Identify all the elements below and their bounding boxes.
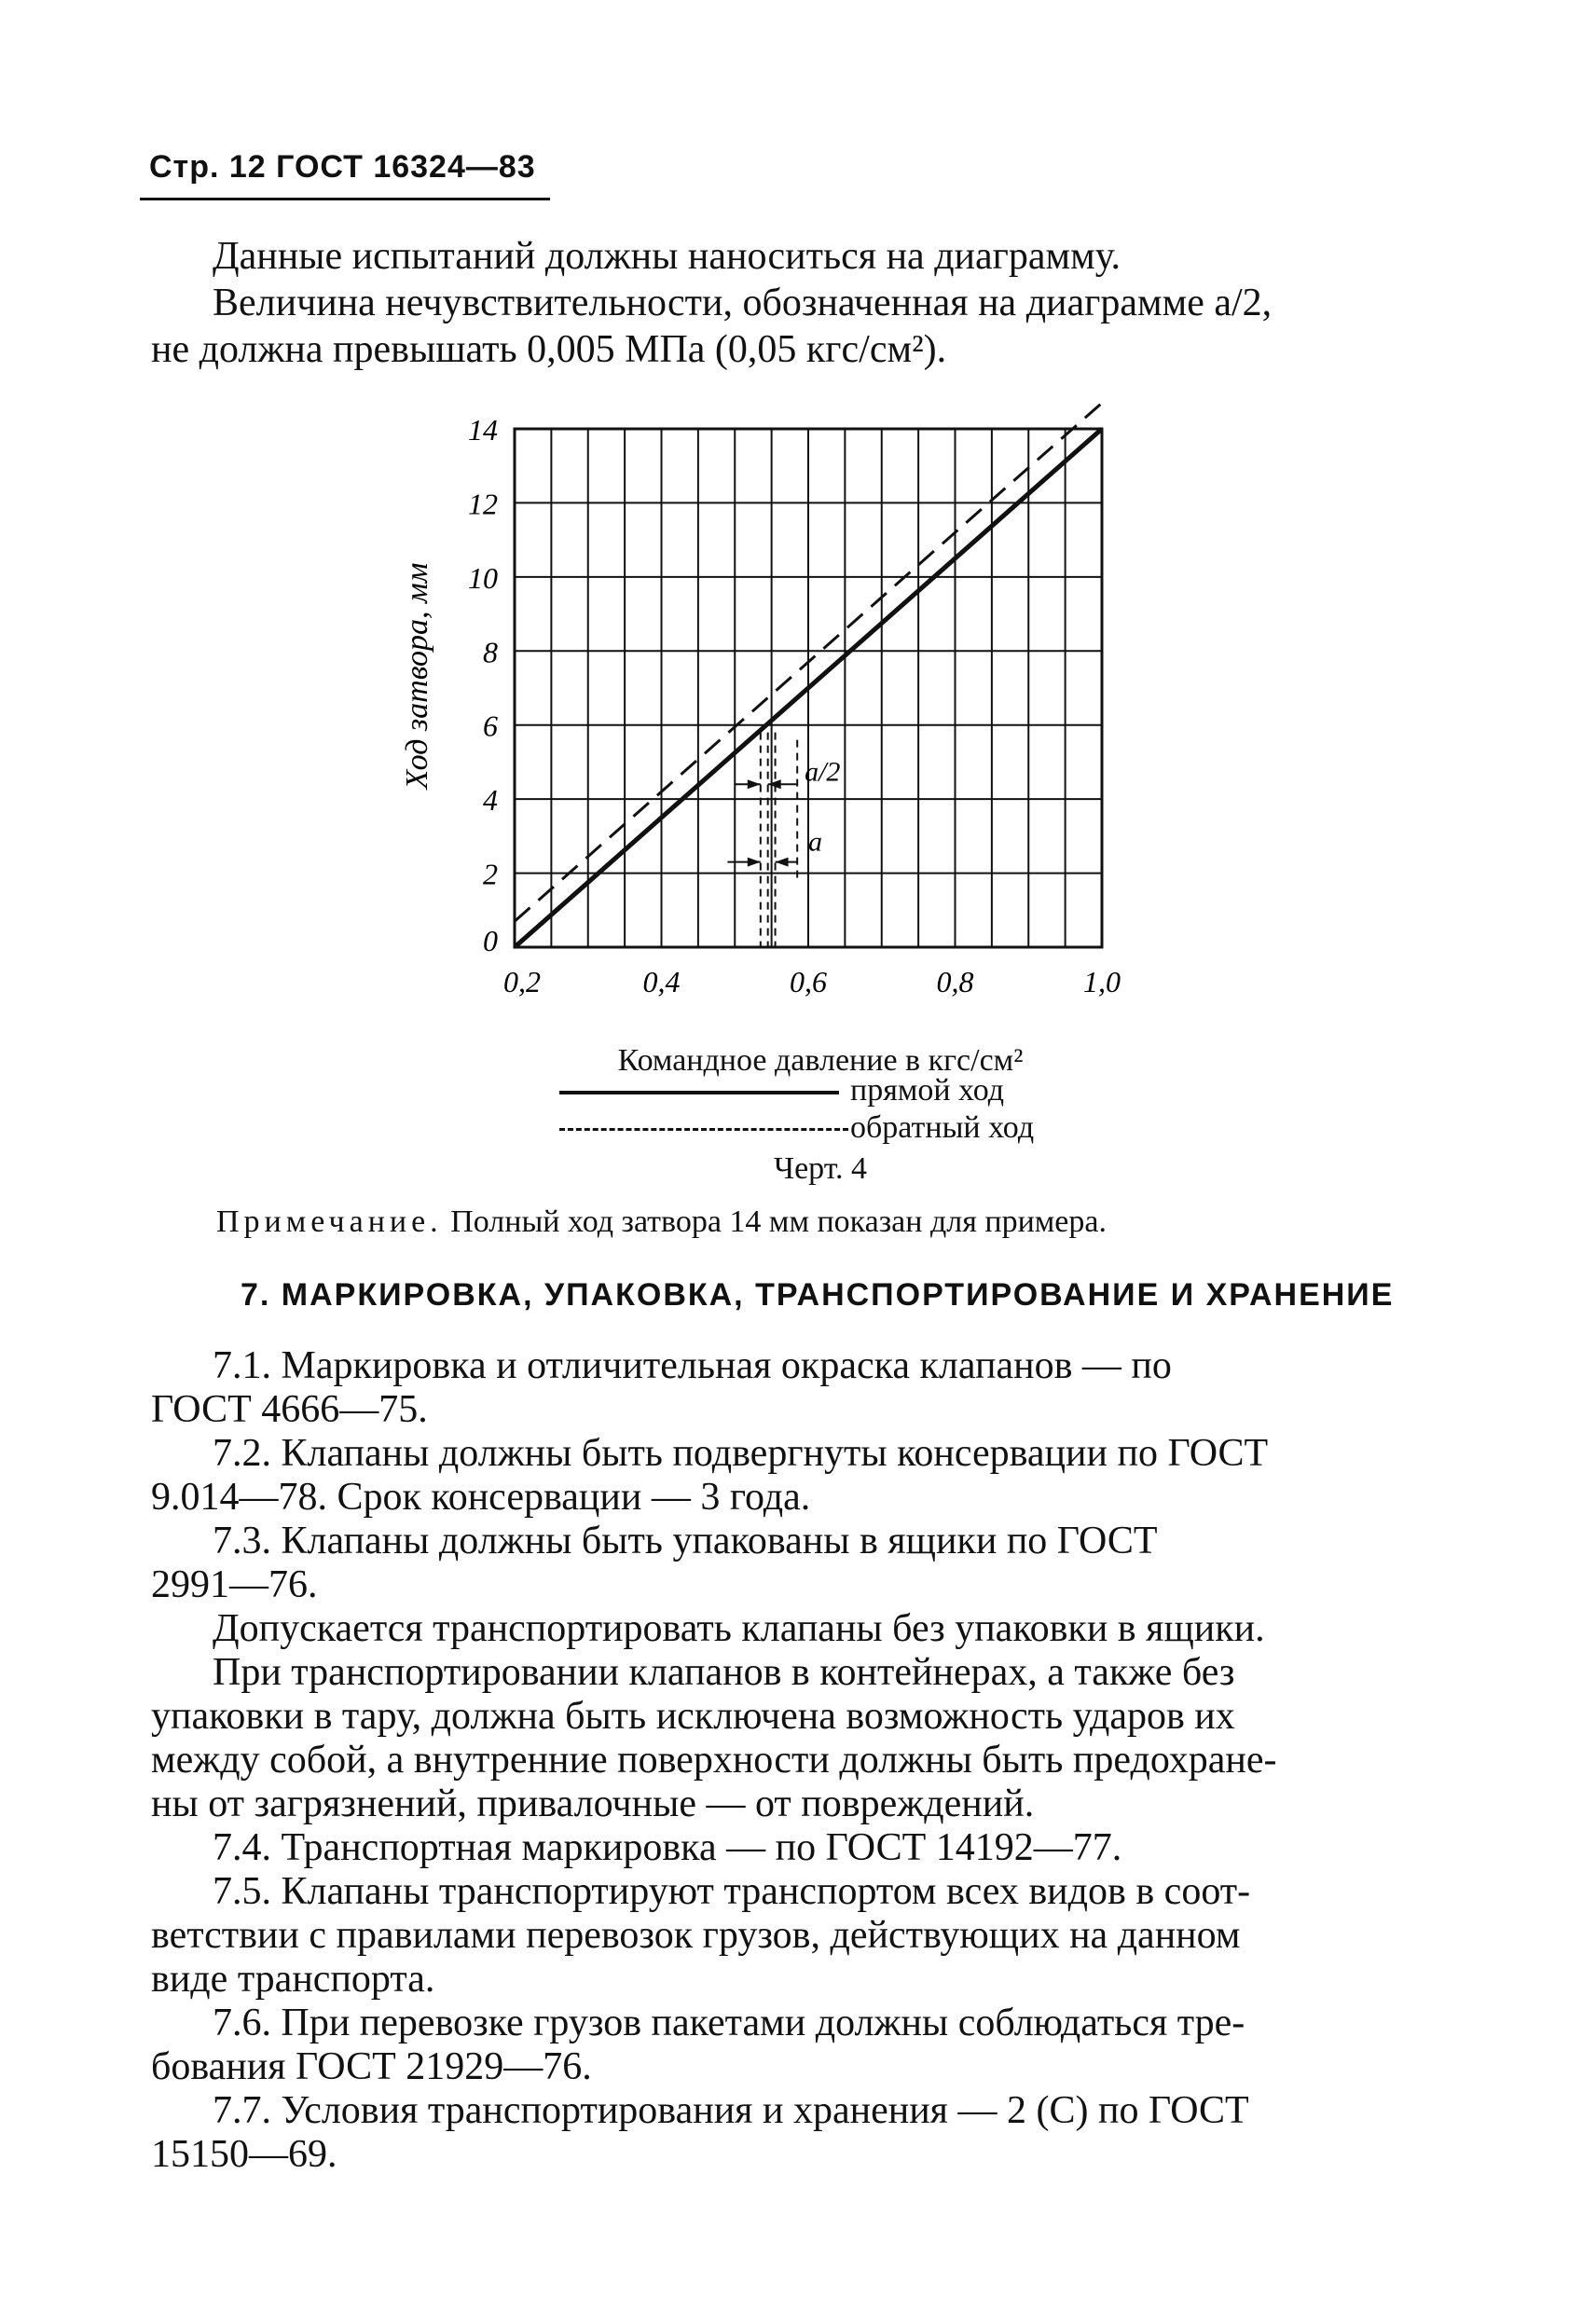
section-line: 7.7. Условия транспортирования и хранения — 2 (С) по ГОСТ	[213, 2089, 1249, 2132]
section-line: 7.2. Клапаны должны быть подвергнуты консервации по ГОСТ	[213, 1432, 1269, 1475]
section-line: ны от загрязнений, привалочные — от повреждений.	[151, 1782, 1035, 1825]
section-line: упаковки в тару, должна быть исключена возможность ударов их	[151, 1695, 1235, 1738]
y-tick-label: 0	[483, 924, 498, 957]
section-line: При транспортировании клапанов в контейнерах, а также без	[213, 1651, 1235, 1694]
intro-line-1: Данные испытаний должны наноситься на диаграмму.	[213, 235, 1121, 278]
annotation-arrowhead	[748, 858, 761, 867]
section-line: 9.014—78. Срок консервации — 3 года.	[151, 1476, 811, 1519]
legend-solid-label: прямой ход	[850, 1073, 1005, 1108]
figure-caption: Черт. 4	[773, 1151, 868, 1186]
section-line: виде транспорта.	[151, 1958, 435, 2001]
section-line: 2991—76.	[151, 1563, 318, 1606]
y-axis-label: Ход затвора, мм	[400, 562, 434, 790]
annotation-arrowhead	[748, 779, 761, 789]
note-text: Полный ход затвора 14 мм показан для примера.	[450, 1204, 1107, 1239]
section-line: 7.1. Маркировка и отличительная окраска клапанов — по	[213, 1344, 1172, 1387]
intro-line-2: Величина нечувствительности, обозначенная на диаграмме a/2,	[213, 282, 1273, 324]
page-header: Стр. 12 ГОСТ 16324—83	[149, 149, 536, 185]
section-line: 7.4. Транспортная маркировка — по ГОСТ 14192—77.	[213, 1826, 1122, 1869]
note-label: Примечание.	[216, 1204, 443, 1239]
section-line: ГОСТ 4666—75.	[151, 1388, 428, 1431]
x-tick-label: 0,6	[790, 965, 827, 998]
x-tick-label: 1,0	[1083, 965, 1121, 998]
y-tick-label: 8	[483, 635, 498, 669]
x-tick-label: 0,8	[936, 965, 974, 998]
annotation-label-a-half: a/2	[805, 756, 841, 788]
section-line: 7.6. При перевозке грузов пакетами должны соблюдаться тре-	[213, 2002, 1245, 2044]
section-title: 7. МАРКИРОВКА, УПАКОВКА, ТРАНСПОРТИРОВАНИЕ И ХРАНЕНИЕ	[241, 1277, 1395, 1313]
section-line: Допускается транспортировать клапаны без упаковки в ящики.	[213, 1607, 1265, 1650]
y-tick-label: 4	[483, 783, 498, 818]
legend-solid-line	[559, 1091, 839, 1094]
y-tick-label: 10	[468, 560, 498, 595]
annotation-label-a: a	[808, 826, 822, 858]
section-line: ветствии с правилами перевозок грузов, действующих на данном	[151, 1914, 1241, 1957]
section-line: 7.5. Клапаны транспортируют транспортом всех видов в соот-	[213, 1870, 1251, 1913]
chart-legend	[559, 1073, 1081, 1154]
legend-dashed-line	[559, 1128, 848, 1131]
stroke-pressure-chart	[392, 401, 1231, 1072]
y-tick-label: 2	[483, 857, 498, 891]
header-rule	[140, 198, 550, 200]
x-axis-label: Командное давление в кгс/см²	[617, 1043, 1024, 1078]
section-line: 7.3. Клапаны должны быть упакованы в ящики по ГОСТ	[213, 1520, 1158, 1562]
chart-annotations	[727, 733, 840, 947]
legend-dashed-label: обратный ход	[850, 1110, 1035, 1145]
note	[216, 1204, 1107, 1240]
y-tick-label: 6	[483, 709, 498, 743]
section-line: бования ГОСТ 21929—76.	[151, 2045, 592, 2088]
annotation-arrowhead	[776, 858, 789, 867]
section-line: между собой, а внутренние поверхности должны быть предохране-	[151, 1739, 1277, 1782]
y-tick-label: 12	[468, 487, 498, 521]
section-line: 15150—69.	[151, 2133, 337, 2176]
x-tick-label: 0,2	[503, 965, 541, 998]
x-tick-label: 0,4	[642, 965, 681, 998]
y-tick-label: 14	[468, 413, 498, 447]
intro-line-3: не должна превышать 0,005 МПа (0,05 кгс/см²).	[151, 328, 947, 371]
